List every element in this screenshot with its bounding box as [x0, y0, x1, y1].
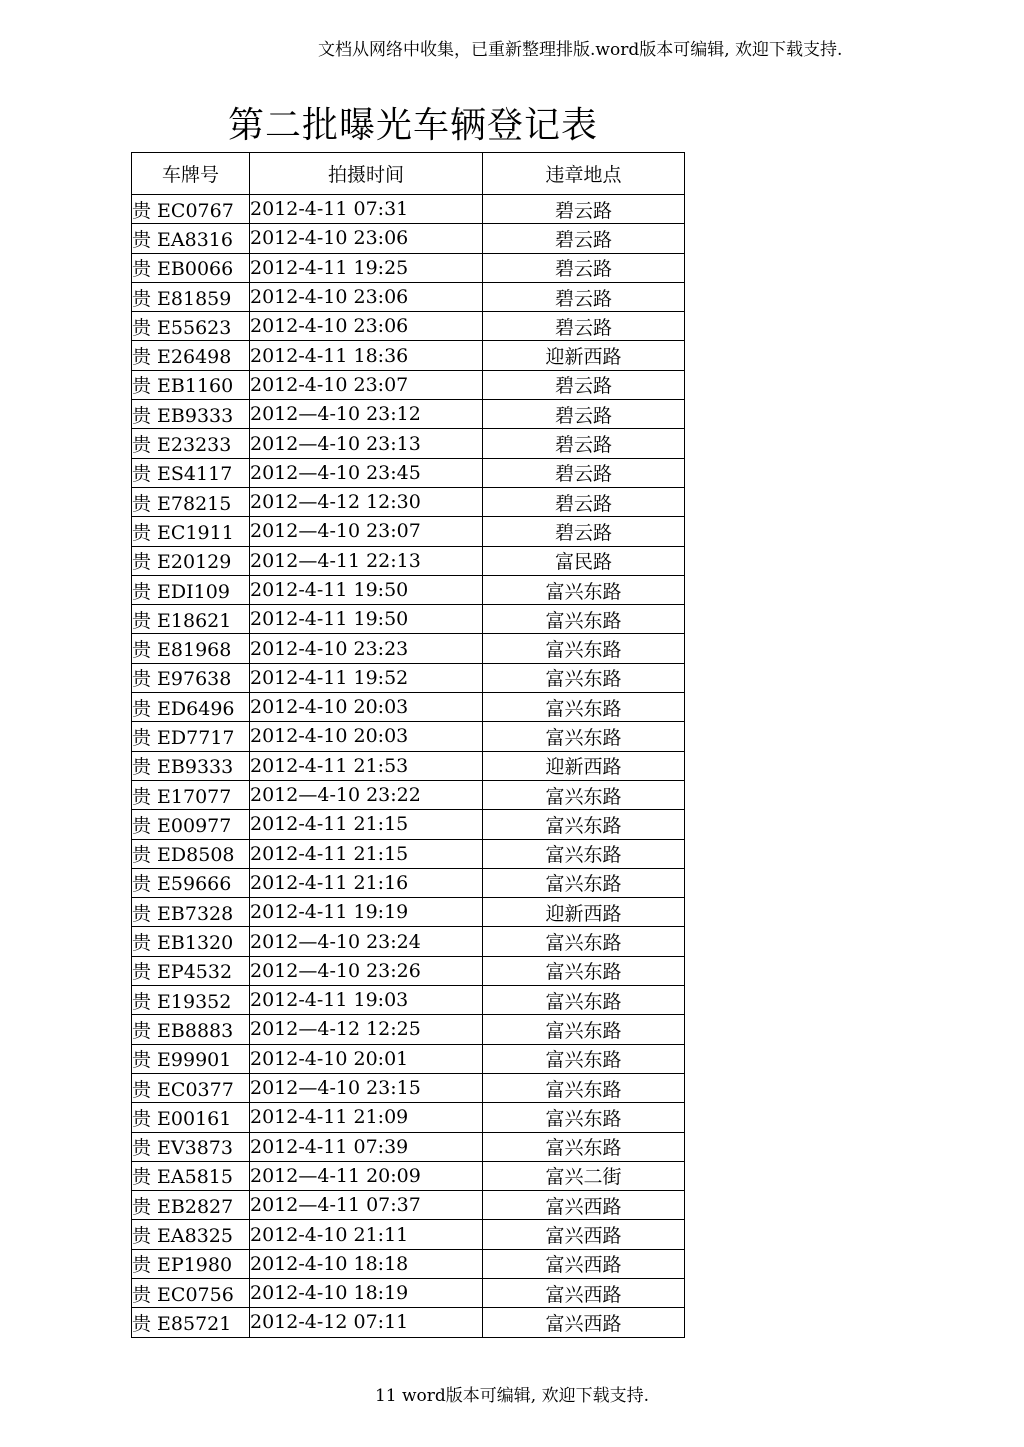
plate-cell: 贵 E85721 [132, 1308, 250, 1337]
location-cell: 富兴东路 [483, 1044, 685, 1073]
time-cell: 2012-4-10 18:18 [250, 1249, 483, 1278]
table-row [132, 253, 685, 282]
time-cell: 2012—4-12 12:30 [250, 487, 483, 516]
location-cell: 迎新西路 [483, 341, 685, 370]
plate-cell: 贵 ED6496 [132, 693, 250, 722]
location-cell: 富兴东路 [483, 693, 685, 722]
table-row [132, 956, 685, 985]
plate-cell: 贵 E55623 [132, 312, 250, 341]
column-header-location: 违章地点 [483, 153, 685, 195]
plate-cell: 贵 ES4117 [132, 458, 250, 487]
location-cell: 富兴西路 [483, 1191, 685, 1220]
plate-cell: 贵 EB2827 [132, 1191, 250, 1220]
time-cell: 2012-4-10 20:03 [250, 693, 483, 722]
location-cell: 富兴东路 [483, 575, 685, 604]
table-row [132, 546, 685, 575]
page-title: 第二批曝光车辆登记表 [228, 105, 599, 146]
time-cell: 2012-4-10 20:03 [250, 722, 483, 751]
time-cell: 2012—4-10 23:24 [250, 927, 483, 956]
plate-cell: 贵 E23233 [132, 429, 250, 458]
column-header-time: 拍摄时间 [250, 153, 483, 195]
plate-cell: 贵 EV3873 [132, 1132, 250, 1161]
table-row [132, 1191, 685, 1220]
table-row [132, 927, 685, 956]
plate-cell: 贵 EA8325 [132, 1220, 250, 1249]
time-cell: 2012—4-10 23:45 [250, 458, 483, 487]
plate-cell: 贵 E26498 [132, 341, 250, 370]
location-cell: 碧云路 [483, 312, 685, 341]
table-row [132, 722, 685, 751]
column-header-plate: 车牌号 [132, 153, 250, 195]
time-cell: 2012-4-11 21:16 [250, 868, 483, 897]
time-cell: 2012-4-11 21:09 [250, 1103, 483, 1132]
plate-cell: 贵 EP4532 [132, 956, 250, 985]
time-cell: 2012-4-11 21:15 [250, 839, 483, 868]
location-cell: 富兴二街 [483, 1161, 685, 1190]
location-cell: 富兴东路 [483, 1073, 685, 1102]
table-row [132, 341, 685, 370]
table-row [132, 634, 685, 663]
time-cell: 2012—4-10 23:13 [250, 429, 483, 458]
header-row [132, 153, 685, 195]
table-header [132, 153, 685, 195]
location-cell: 迎新西路 [483, 751, 685, 780]
location-cell: 碧云路 [483, 429, 685, 458]
plate-cell: 贵 EB0066 [132, 253, 250, 282]
location-cell: 碧云路 [483, 370, 685, 399]
header-note: 文档从网络中收集，已重新整理排版.word版本可编辑, 欢迎下载支持. [318, 40, 843, 60]
time-cell: 2012-4-12 07:11 [250, 1308, 483, 1337]
time-cell: 2012-4-10 18:19 [250, 1278, 483, 1307]
plate-cell: 贵 ED7717 [132, 722, 250, 751]
time-cell: 2012-4-10 23:06 [250, 224, 483, 253]
location-cell: 富兴东路 [483, 722, 685, 751]
time-cell: 2012—4-11 07:37 [250, 1191, 483, 1220]
location-cell: 碧云路 [483, 195, 685, 224]
table-row [132, 1161, 685, 1190]
table-row [132, 1103, 685, 1132]
location-cell: 碧云路 [483, 458, 685, 487]
location-cell: 富兴东路 [483, 1103, 685, 1132]
footer-note: 11 word版本可编辑, 欢迎下载支持. [374, 1386, 650, 1406]
location-cell: 碧云路 [483, 517, 685, 546]
plate-cell: 贵 E00161 [132, 1103, 250, 1132]
table-row [132, 282, 685, 311]
time-cell: 2012—4-11 20:09 [250, 1161, 483, 1190]
table-row [132, 693, 685, 722]
table-row [132, 898, 685, 927]
time-cell: 2012-4-10 23:06 [250, 282, 483, 311]
table-row [132, 400, 685, 429]
plate-cell: 贵 EB8883 [132, 1015, 250, 1044]
plate-cell: 贵 EA5815 [132, 1161, 250, 1190]
plate-cell: 贵 EC0377 [132, 1073, 250, 1102]
table-row [132, 195, 685, 224]
time-cell: 2012-4-11 19:19 [250, 898, 483, 927]
plate-cell: 贵 E17077 [132, 780, 250, 809]
plate-cell: 贵 EB1320 [132, 927, 250, 956]
location-cell: 富兴西路 [483, 1249, 685, 1278]
time-cell: 2012—4-10 23:07 [250, 517, 483, 546]
plate-cell: 贵 E00977 [132, 810, 250, 839]
time-cell: 2012-4-10 23:07 [250, 370, 483, 399]
location-cell: 富兴东路 [483, 1015, 685, 1044]
table-row [132, 868, 685, 897]
time-cell: 2012—4-11 22:13 [250, 546, 483, 575]
table-row [132, 1073, 685, 1102]
table-row [132, 575, 685, 604]
location-cell: 富兴东路 [483, 780, 685, 809]
location-cell: 迎新西路 [483, 898, 685, 927]
table-row [132, 1278, 685, 1307]
location-cell: 富兴东路 [483, 634, 685, 663]
table-row [132, 810, 685, 839]
time-cell: 2012-4-11 21:15 [250, 810, 483, 839]
time-cell: 2012—4-10 23:26 [250, 956, 483, 985]
location-cell: 富兴东路 [483, 839, 685, 868]
time-cell: 2012-4-11 18:36 [250, 341, 483, 370]
time-cell: 2012—4-10 23:22 [250, 780, 483, 809]
plate-cell: 贵 EP1980 [132, 1249, 250, 1278]
table-row [132, 1015, 685, 1044]
table-row [132, 780, 685, 809]
location-cell: 富兴东路 [483, 1132, 685, 1161]
table-row [132, 1308, 685, 1337]
vehicle-register-table [131, 152, 685, 1338]
table-row [132, 1249, 685, 1278]
location-cell: 碧云路 [483, 253, 685, 282]
location-cell: 富民路 [483, 546, 685, 575]
location-cell: 富兴西路 [483, 1220, 685, 1249]
plate-cell: 贵 E18621 [132, 605, 250, 634]
plate-cell: 贵 E99901 [132, 1044, 250, 1073]
time-cell: 2012-4-10 23:23 [250, 634, 483, 663]
plate-cell: 贵 EB9333 [132, 751, 250, 780]
plate-cell: 贵 E97638 [132, 663, 250, 692]
time-cell: 2012-4-10 20:01 [250, 1044, 483, 1073]
time-cell: 2012-4-11 07:31 [250, 195, 483, 224]
plate-cell: 贵 E20129 [132, 546, 250, 575]
table-row [132, 517, 685, 546]
time-cell: 2012-4-11 19:03 [250, 986, 483, 1015]
location-cell: 富兴东路 [483, 956, 685, 985]
plate-cell: 贵 EC0756 [132, 1278, 250, 1307]
time-cell: 2012-4-11 21:53 [250, 751, 483, 780]
table-row [132, 1044, 685, 1073]
plate-cell: 贵 EC1911 [132, 517, 250, 546]
time-cell: 2012-4-10 23:06 [250, 312, 483, 341]
table-row [132, 1132, 685, 1161]
table-row [132, 312, 685, 341]
time-cell: 2012-4-10 21:11 [250, 1220, 483, 1249]
plate-cell: 贵 E81968 [132, 634, 250, 663]
plate-cell: 贵 EA8316 [132, 224, 250, 253]
plate-cell: 贵 ED8508 [132, 839, 250, 868]
location-cell: 碧云路 [483, 400, 685, 429]
time-cell: 2012-4-11 19:50 [250, 575, 483, 604]
time-cell: 2012—4-10 23:15 [250, 1073, 483, 1102]
time-cell: 2012—4-12 12:25 [250, 1015, 483, 1044]
location-cell: 富兴东路 [483, 810, 685, 839]
table-row [132, 487, 685, 516]
plate-cell: 贵 E59666 [132, 868, 250, 897]
location-cell: 富兴东路 [483, 605, 685, 634]
table-row [132, 605, 685, 634]
plate-cell: 贵 EC0767 [132, 195, 250, 224]
time-cell: 2012—4-10 23:12 [250, 400, 483, 429]
time-cell: 2012-4-11 19:50 [250, 605, 483, 634]
location-cell: 富兴西路 [483, 1308, 685, 1337]
location-cell: 富兴东路 [483, 986, 685, 1015]
plate-cell: 贵 E19352 [132, 986, 250, 1015]
table-row [132, 458, 685, 487]
location-cell: 富兴东路 [483, 927, 685, 956]
time-cell: 2012-4-11 19:25 [250, 253, 483, 282]
table-row [132, 751, 685, 780]
time-cell: 2012-4-11 19:52 [250, 663, 483, 692]
table-row [132, 429, 685, 458]
plate-cell: 贵 EB1160 [132, 370, 250, 399]
location-cell: 碧云路 [483, 487, 685, 516]
plate-cell: 贵 E81859 [132, 282, 250, 311]
table-row [132, 663, 685, 692]
location-cell: 富兴西路 [483, 1278, 685, 1307]
table-row [132, 224, 685, 253]
time-cell: 2012-4-11 07:39 [250, 1132, 483, 1161]
table-body [132, 195, 685, 1338]
plate-cell: 贵 EB9333 [132, 400, 250, 429]
plate-cell: 贵 EB7328 [132, 898, 250, 927]
location-cell: 富兴东路 [483, 868, 685, 897]
plate-cell: 贵 E78215 [132, 487, 250, 516]
table-row [132, 839, 685, 868]
location-cell: 碧云路 [483, 224, 685, 253]
location-cell: 富兴东路 [483, 663, 685, 692]
table-row [132, 986, 685, 1015]
table-row [132, 370, 685, 399]
plate-cell: 贵 EDI109 [132, 575, 250, 604]
location-cell: 碧云路 [483, 282, 685, 311]
table-row [132, 1220, 685, 1249]
